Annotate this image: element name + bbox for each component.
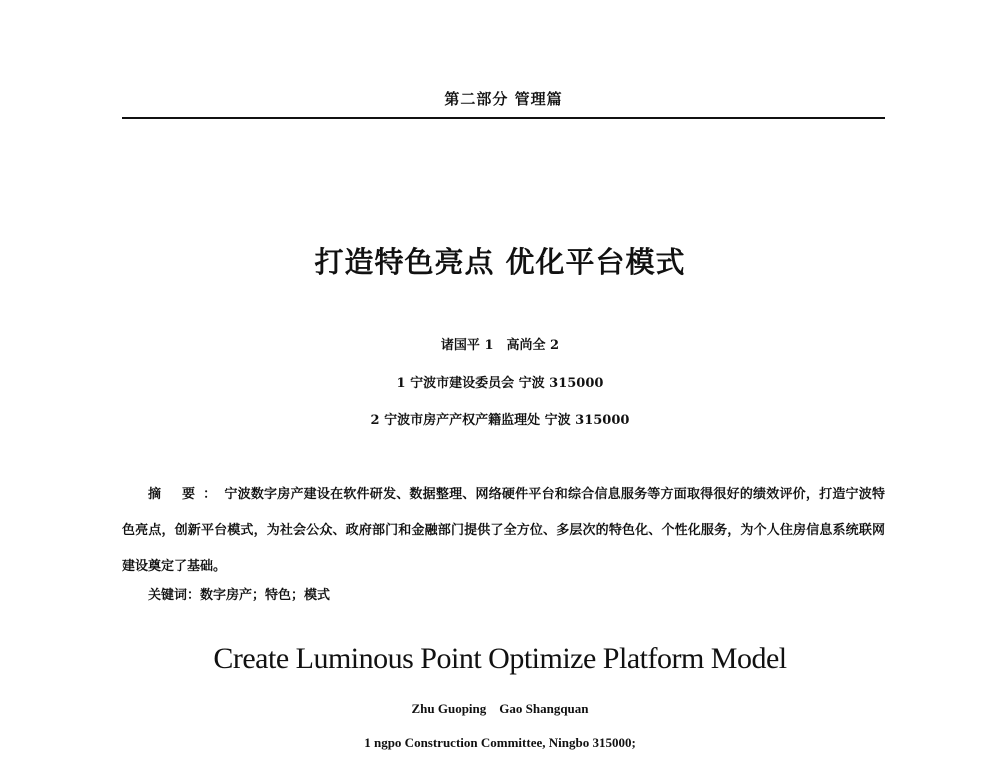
- running-header: 第二部分 管理篇: [444, 90, 563, 108]
- abstract-text: 宁波数字房产建设在软件研发、数据整理、网络硬件平台和综合信息服务等方面取得很好的绩效评价，打造宁波特色亮点，创新平台模式，为社会公众、政府部门和金融部门提供了全方位、多层次的特色化、个性化服务，为个人住房信息系统联网建设奠定了基础。: [122, 487, 885, 574]
- chinese-authors: 诸国平 1 高尚全 2: [440, 338, 560, 353]
- english-title: Create Luminous Point Optimize Platform Model: [213, 642, 787, 675]
- chinese-keywords: 关键词：数字房产；特色；模式: [148, 588, 331, 603]
- chinese-abstract: [122, 477, 885, 585]
- english-affiliation-1: 1 ngpo Construction Committee, Ningbo 315000;: [364, 735, 636, 750]
- english-authors: Zhu Guoping Gao Shangquan: [411, 701, 589, 716]
- chinese-title: 打造特色亮点 优化平台模式: [314, 245, 686, 279]
- chinese-affiliation-2: 2 宁波市房产产权产籍监理处 宁波 315000: [370, 413, 630, 428]
- chinese-affiliation-1: 1 宁波市建设委员会 宁波 315000: [396, 376, 604, 391]
- abstract-label: 摘 要：: [148, 487, 225, 502]
- header-rule: [122, 117, 885, 119]
